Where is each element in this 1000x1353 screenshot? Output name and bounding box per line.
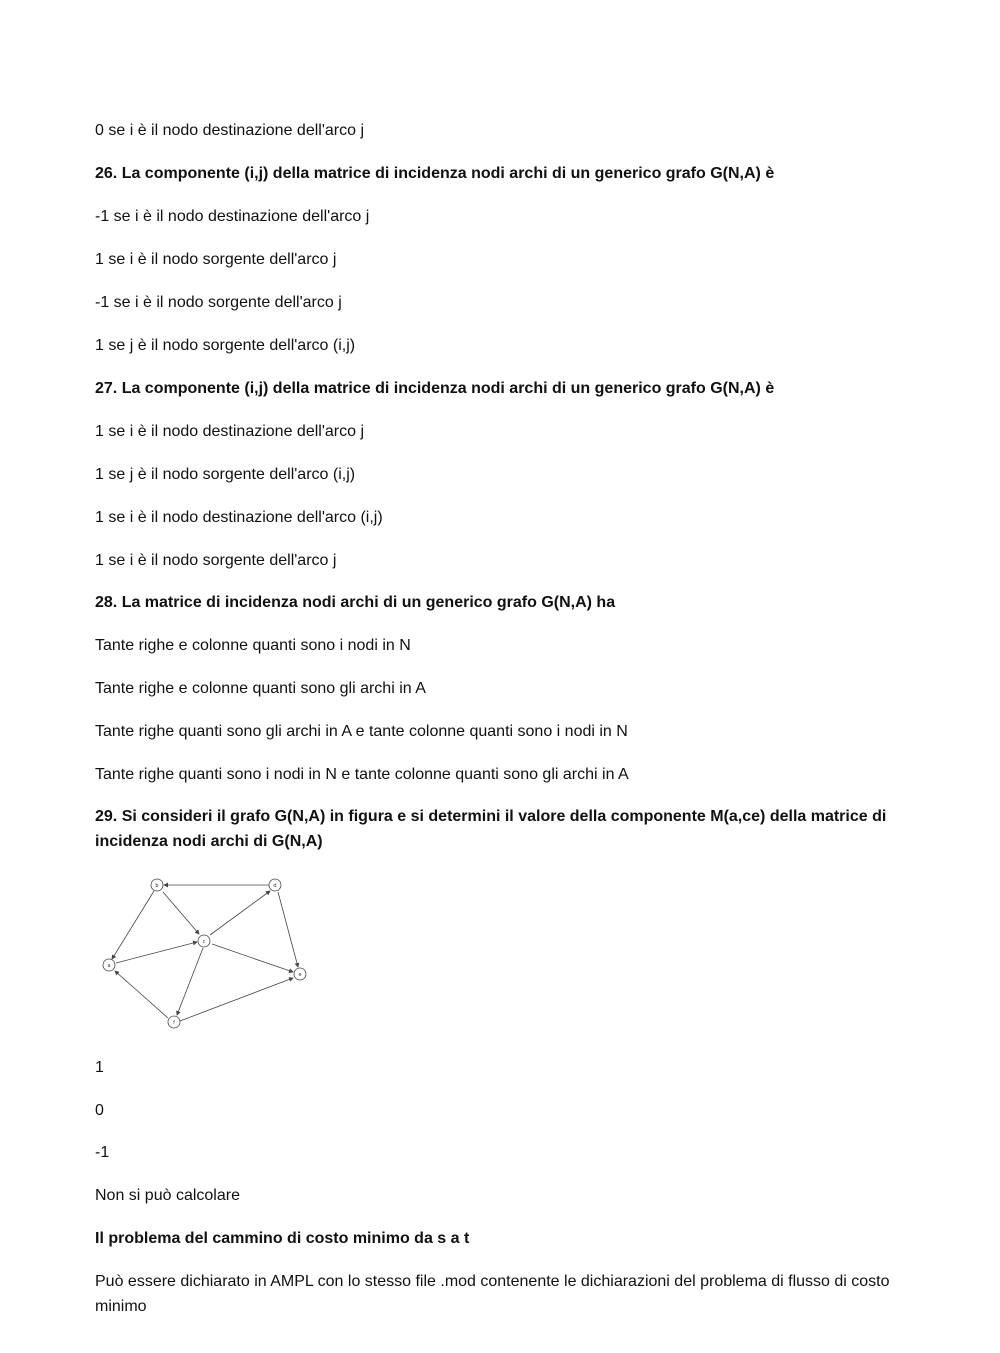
edge-c-e bbox=[212, 944, 293, 972]
answer-option: 1 se j è il nodo sorgente dell'arco (i,j) bbox=[95, 337, 356, 354]
answer-option: Non si può calcolare bbox=[95, 1187, 240, 1204]
answer-option: 1 se i è il nodo destinazione dell'arco j bbox=[95, 423, 364, 440]
node-label-a: a bbox=[107, 963, 111, 969]
answer-option: 1 se i è il nodo sorgente dell'arco j bbox=[95, 251, 337, 268]
answer-option: Può essere dichiarato in AMPL con lo stesso file .mod contenente le dichiarazioni del problema di flusso di costo minimo bbox=[95, 1273, 890, 1315]
answer-option: 1 se i è il nodo destinazione dell'arco (i,j) bbox=[95, 509, 383, 526]
edge-f-a bbox=[115, 971, 168, 1018]
question-26: 26. La componente (i,j) della matrice di incidenza nodi archi di un generico grafo G(N,A) è bbox=[95, 165, 775, 182]
node-label-c: c bbox=[202, 939, 206, 945]
question-27: 27. La componente (i,j) della matrice di incidenza nodi archi di un generico grafo G(N,A) è bbox=[95, 380, 775, 397]
answer-option: 0 bbox=[95, 1102, 104, 1119]
answer-option: Tante righe e colonne quanti sono gli archi in A bbox=[95, 680, 426, 697]
answer-option: Tante righe quanti sono gli archi in A e tante colonne quanti sono i nodi in N bbox=[95, 723, 628, 740]
answer-option: 1 se i è il nodo sorgente dell'arco j bbox=[95, 552, 337, 569]
answer-option: Tante righe quanti sono i nodi in N e tante colonne quanti sono gli archi in A bbox=[95, 766, 629, 783]
answer-option: 1 se j è il nodo sorgente dell'arco (i,j) bbox=[95, 466, 356, 483]
answer-option: -1 bbox=[95, 1144, 110, 1161]
edge-b-c bbox=[163, 892, 199, 934]
question-28: 28. La matrice di incidenza nodi archi di un generico grafo G(N,A) ha bbox=[95, 594, 616, 611]
edge-c-d bbox=[210, 891, 270, 935]
node-label-d: d bbox=[273, 883, 277, 889]
answer-option: Tante righe e colonne quanti sono i nodi in N bbox=[95, 637, 411, 654]
question-29: 29. Si consideri il grafo G(N,A) in figura e si determini il valore della componente M(a,ce) della matrice di incidenza nodi archi di G(N,A) bbox=[95, 808, 887, 850]
graph-diagram bbox=[95, 870, 315, 1035]
answer-option: 0 se i è il nodo destinazione dell'arco j bbox=[95, 122, 364, 139]
node-label-b: b bbox=[155, 883, 159, 889]
question-heading: Il problema del cammino di costo minimo da s a t bbox=[95, 1230, 470, 1247]
node-label-f: f bbox=[173, 1020, 175, 1026]
answer-option: -1 se i è il nodo sorgente dell'arco j bbox=[95, 294, 342, 311]
edge-a-c bbox=[116, 942, 197, 963]
answer-option: -1 se i è il nodo destinazione dell'arco j bbox=[95, 208, 370, 225]
graph-figure bbox=[95, 870, 315, 1035]
edge-d-e bbox=[278, 892, 298, 967]
edge-c-f bbox=[177, 948, 203, 1015]
node-label-e: e bbox=[298, 972, 302, 978]
edge-f-e bbox=[180, 978, 293, 1021]
answer-option: 1 bbox=[95, 1059, 104, 1076]
edge-b-a bbox=[112, 891, 154, 959]
